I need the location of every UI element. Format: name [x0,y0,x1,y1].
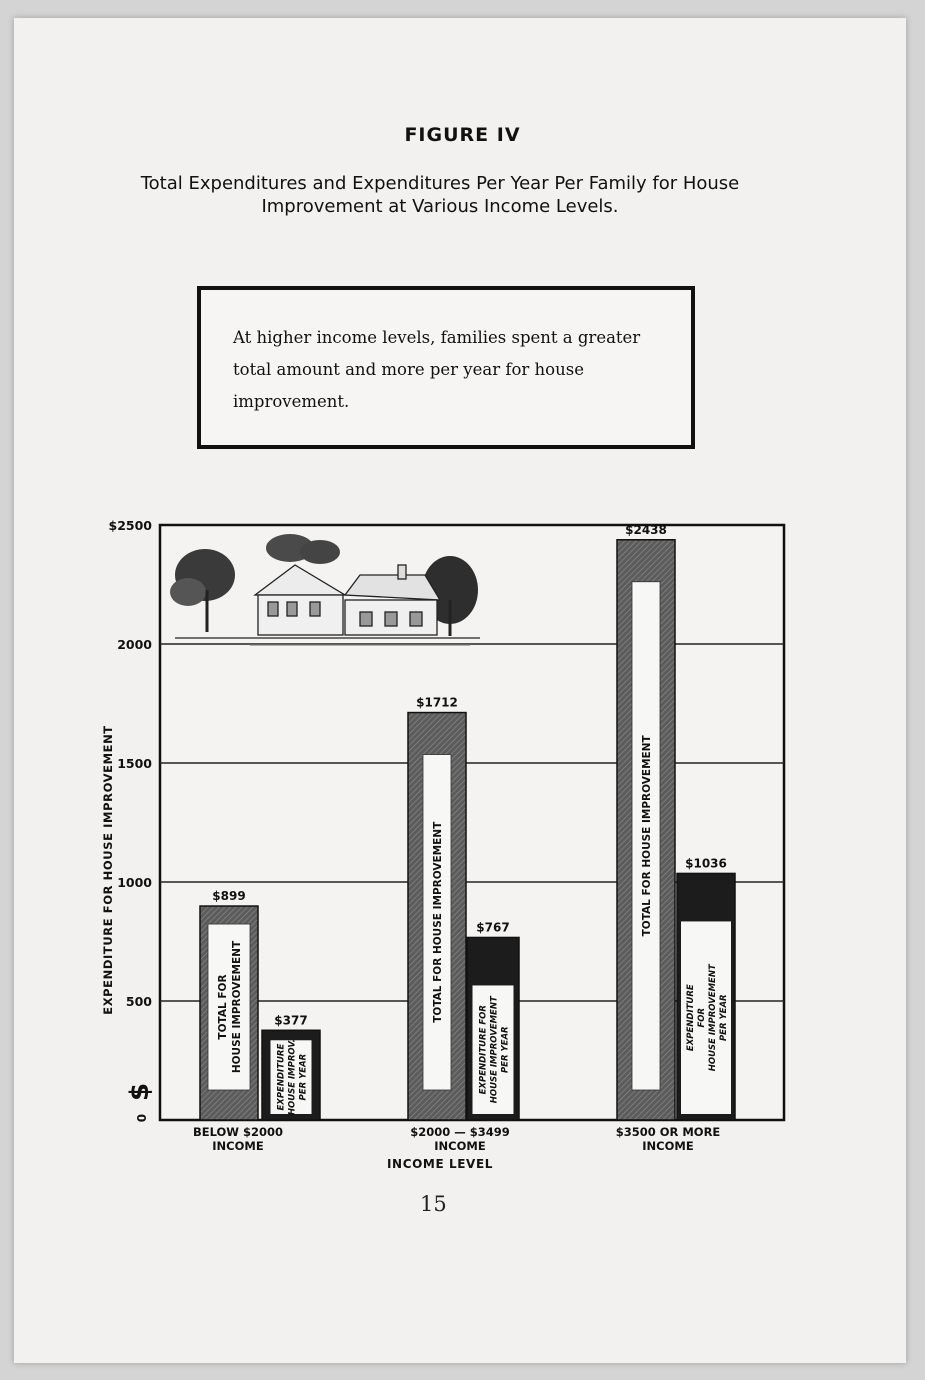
annual-bar-text: FOR [697,1007,707,1028]
figure-label: FIGURE IV [404,124,521,146]
annual-value-label: $377 [274,1013,308,1028]
total-value-label: $2438 [625,522,667,537]
x-axis-label: INCOME LEVEL [386,1157,494,1171]
figure-title: Total Expenditures and Expenditures Per Year Per Family for House Improvement at Various Income Levels. [140,173,740,217]
y-axis-label: EXPENDITURE FOR HOUSE IMPROVEMENT [101,725,115,1015]
annual-bar-text: HOUSE IMPROVEMENT [708,964,718,1072]
annual-value-label: $767 [476,920,510,935]
page-number: 15 [420,1192,447,1216]
y-tick-label: $2500 [108,518,152,533]
annual-bar-text: PER YEAR [298,1053,309,1101]
x-category-label: $3500 OR MORE [615,1125,721,1139]
y-unit-label: $ [125,1082,155,1102]
total-value-label: $899 [212,889,246,904]
annual-bar-text: EXPENDITURE FOR [478,1005,489,1095]
total-bar-text: TOTAL FOR [217,974,229,1040]
total-bar-text: TOTAL FOR HOUSE IMPROVEMENT [432,821,444,1023]
y-tick-label: 0 [135,1113,149,1123]
y-tick-label: 500 [125,994,152,1009]
x-category-sublabel: INCOME [212,1139,264,1153]
annual-bar-text: HOUSE IMPROVEMENT [489,996,500,1104]
x-category-sublabel: INCOME [642,1139,694,1153]
x-category-label: BELOW $2000 [192,1125,284,1139]
x-category-label: $2000 — $3499 [410,1125,510,1139]
x-category-sublabel: INCOME [434,1139,486,1153]
y-tick-label: 2000 [117,637,152,652]
total-value-label: $1712 [416,695,458,710]
callout-text: At higher income levels, families spent a greater total amount and more per year for house improvement. [233,328,641,411]
total-bar-text: HOUSE IMPROVEMENT [231,940,243,1074]
y-tick-label: 1000 [117,875,152,890]
y-tick-label: 1500 [117,756,152,771]
annual-bar-text: PER YEAR [719,994,729,1042]
annual-bar-text: PER YEAR [500,1026,511,1074]
annual-value-label: $1036 [685,856,727,871]
total-bar-text: TOTAL FOR HOUSE IMPROVEMENT [641,735,653,937]
annual-bar-text: HOUSE IMPROV. [287,1039,298,1116]
annual-bar-text: EXPENDITURE [686,984,696,1052]
annual-bar-text: EXPENDITURE [276,1043,287,1111]
